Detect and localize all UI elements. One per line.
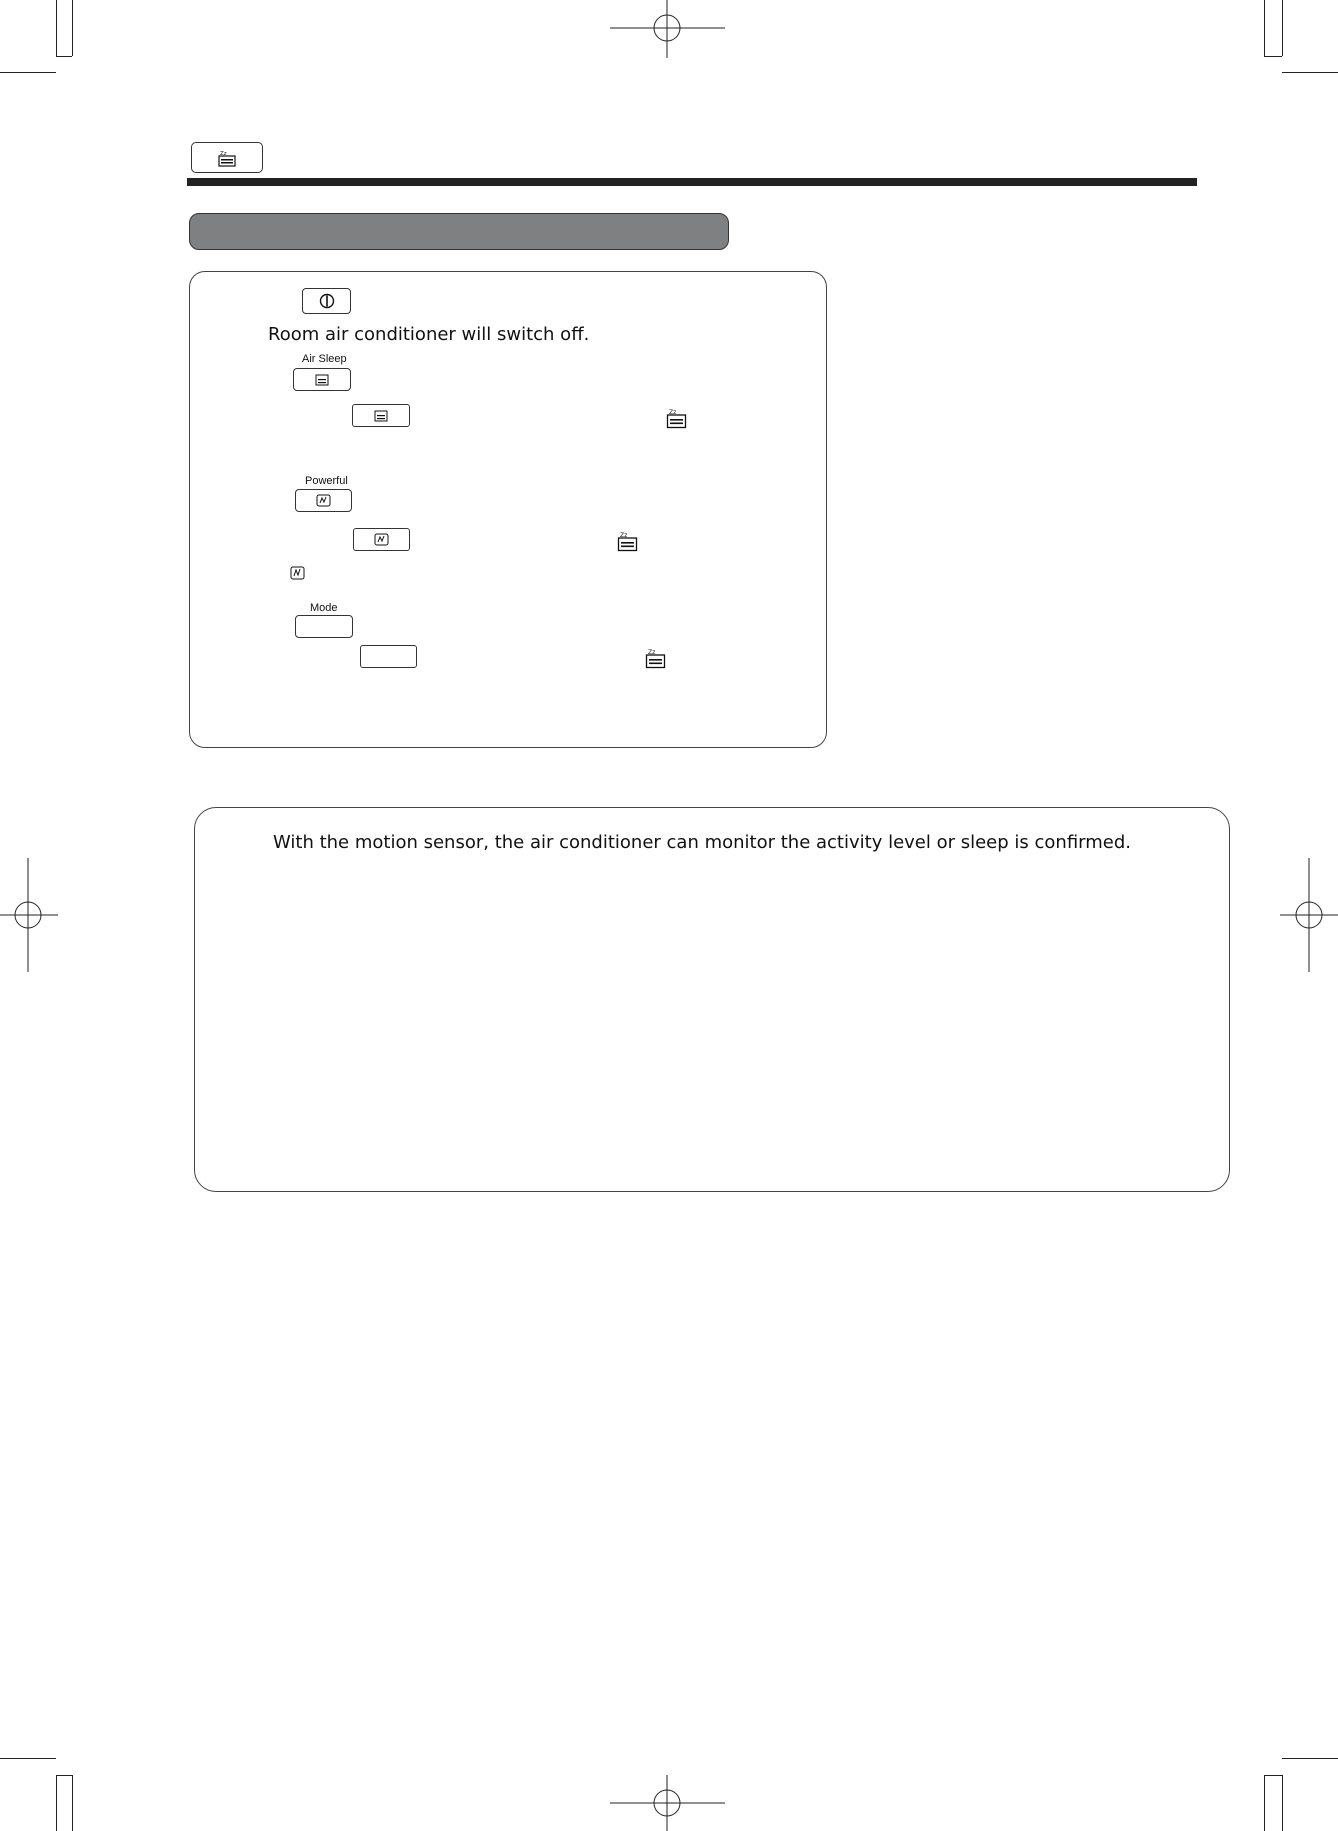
inline-powerful-button[interactable] [353, 528, 410, 551]
registration-mark-right [1280, 858, 1338, 974]
svg-text:Zz: Zz [620, 532, 628, 539]
air-sleep-label: Air Sleep [302, 353, 347, 365]
sleep-mode-icon [374, 409, 388, 422]
powerful-mode-icon [374, 533, 389, 546]
powerful-mode-icon [316, 494, 331, 507]
air-sleep-button[interactable] [293, 368, 351, 391]
registration-mark-bottom [610, 1775, 730, 1831]
inline-mode-button[interactable] [360, 645, 417, 668]
sleep-mode-icon [645, 648, 666, 669]
svg-text:Zz: Zz [669, 409, 677, 416]
step1-text: Room air conditioner will switch off. [268, 324, 590, 345]
mode-label: Mode [310, 602, 338, 614]
power-button[interactable] [302, 288, 351, 314]
powerful-button[interactable] [295, 489, 352, 512]
powerful-label: Powerful [305, 475, 348, 487]
powerful-mode-icon [290, 566, 305, 580]
mode-button[interactable] [295, 615, 353, 638]
svg-text:Zz: Zz [648, 649, 656, 656]
sleep-mode-icon [218, 149, 236, 167]
registration-mark-top [610, 0, 730, 60]
header-rule [187, 178, 1197, 186]
header-sleep-button[interactable] [191, 142, 263, 173]
motion-sensor-text: With the motion sensor, the air conditioner can monitor the activity level or sleep is confirmed. [273, 832, 1131, 853]
svg-text:Zz: Zz [220, 150, 227, 157]
power-icon [319, 293, 335, 309]
sleep-mode-icon [617, 531, 638, 552]
sleep-mode-icon [315, 373, 329, 386]
inline-sleep-button[interactable] [352, 404, 410, 427]
sleep-mode-icon [666, 408, 687, 429]
motion-sensor-panel [194, 807, 1230, 1192]
section-band [189, 213, 729, 250]
registration-mark-left [0, 858, 60, 974]
